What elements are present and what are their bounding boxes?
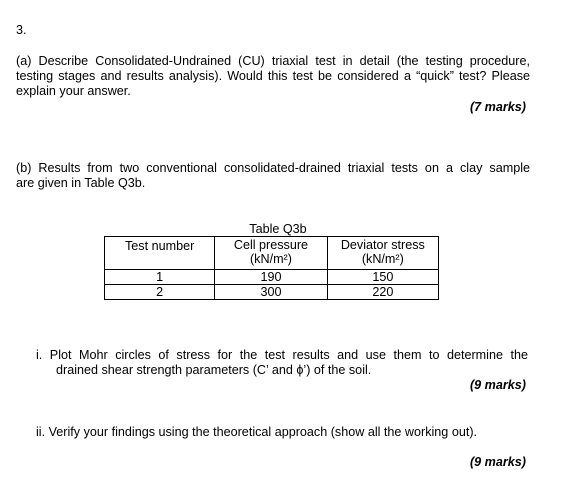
header-cell-pressure-label: Cell pressure <box>233 238 309 252</box>
sub-i-marks: (9 marks) <box>469 378 526 392</box>
cell-pressure-2: 300 <box>215 285 327 300</box>
header-cell-pressure <box>215 237 327 270</box>
header-test-number-label: Test number <box>125 239 195 253</box>
part-b-line-2: are given in Table Q3b. <box>16 176 146 190</box>
cell-test-2: 2 <box>105 285 215 300</box>
sub-i-line-1: i. Plot Mohr circles of stress for the test results and use them to determine the <box>36 348 528 362</box>
sub-question-ii: ii. Verify your findings using the theoretical approach (show all the working out). <box>36 425 478 439</box>
cell-test-1: 1 <box>105 270 215 285</box>
part-a-line-2: testing stages and results analysis). Would this test be considered a “quick” test? Please <box>16 69 530 83</box>
results-table <box>104 236 439 300</box>
question-number: 3. <box>16 23 27 37</box>
sub-ii-marks: (9 marks) <box>469 455 526 469</box>
table-caption: Table Q3b <box>249 222 307 236</box>
part-a-text <box>16 54 530 99</box>
header-deviator-stress-label: Deviator stress <box>340 238 425 252</box>
table-row <box>105 270 439 285</box>
sub-i-line-2: drained shear strength parameters (C’ and ϕ’) of the soil. <box>56 363 372 377</box>
sub-question-i <box>36 348 528 378</box>
table-row <box>105 285 439 300</box>
cell-deviator-1: 150 <box>327 270 438 285</box>
part-a-line-1: (a) Describe Consolidated-Undrained (CU) triaxial test in detail (the testing procedure, <box>16 54 530 68</box>
header-test-number <box>105 237 215 270</box>
cell-pressure-1: 190 <box>215 270 327 285</box>
header-deviator-stress <box>327 237 438 270</box>
table-header-row <box>105 237 439 270</box>
part-a-marks: (7 marks) <box>469 100 526 114</box>
part-b-line-1: (b) Results from two conventional consolidated-drained triaxial tests on a clay sample <box>16 161 530 175</box>
cell-deviator-2: 220 <box>327 285 438 300</box>
part-b-text <box>16 161 530 191</box>
header-cell-pressure-unit: (kN/m²) <box>249 252 292 266</box>
header-deviator-stress-unit: (kN/m²) <box>361 252 404 266</box>
part-a-line-3: explain your answer. <box>16 84 131 98</box>
